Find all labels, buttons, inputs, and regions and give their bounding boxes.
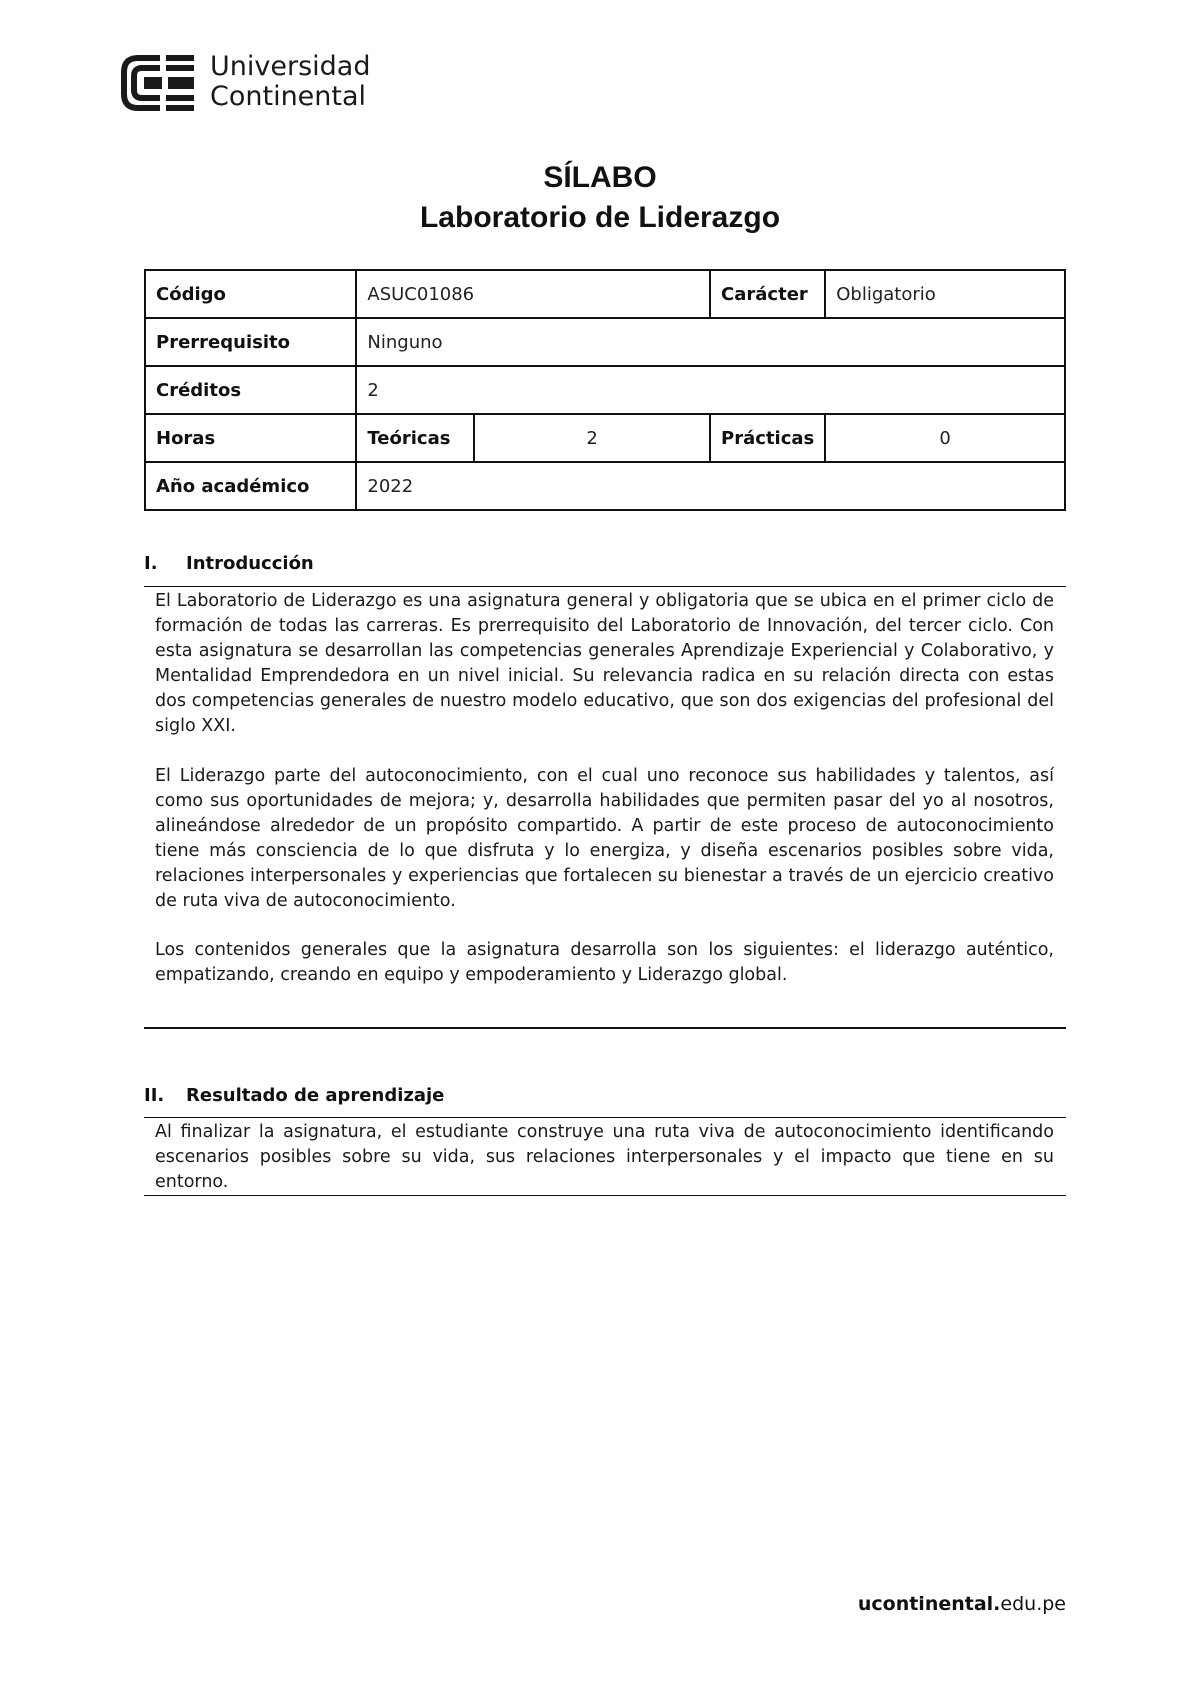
title-course: Laboratorio de Liderazgo	[419, 201, 781, 234]
anio-label: Año académico	[145, 462, 356, 510]
resultado-paragraph: Al finalizar la asignatura, el estudiante construye una ruta viva de autoconocimiento identificando escenarios posibles sobre su vida, sus relaciones interpersonales y el impacto que tiene en su entorno.	[155, 1122, 1054, 1192]
university-logo	[120, 52, 400, 114]
section-heading-introduccion	[144, 553, 314, 574]
prerrequisito-value: Ninguno	[356, 318, 1065, 366]
section-end-divider	[144, 1027, 1066, 1029]
section-title: Resultado de aprendizaje	[186, 1085, 445, 1106]
section-number: II.	[144, 1085, 165, 1106]
table-row	[145, 414, 1065, 462]
caracter-value: Obligatorio	[825, 270, 1065, 318]
course-info-table	[144, 269, 1066, 511]
intro-paragraph-1: El Laboratorio de Liderazgo es una asignatura general y obligatoria que se ubica en el primer ciclo de formación de todas las carreras. Es prerrequisito del Laboratorio de Innovación, del tercer ciclo. Con esta asignatura se desarrollan las competencias generales Aprendizaje Experiencial y Colaborativo, y Mentalidad Emprendedora en un nivel inicial. Su relevancia radica en su relación directa con estas dos competencias generales de nuestro modelo educativo, que son dos exigencias del profesional del siglo XXI.	[155, 591, 1054, 736]
creditos-value: 2	[356, 366, 1065, 414]
codigo-value: ASUC01086	[356, 270, 710, 318]
intro-paragraph-2: El Liderazgo parte del autoconocimiento, con el cual uno reconoce sus habilidades y talentos, así como sus oportunidades de mejora; y, desarrolla habilidades que permiten pasar del yo al nosotros, alineándose alrededor de un propósito compartido. A partir de este proceso de autoconocimiento tiene más consciencia de lo que disfruta y lo energiza, y diseña escenarios posibles sobre vida, relaciones interpersonales y experiencias que fortalecen su bienestar a través de un ejercicio creativo de ruta viva de autoconocimiento.	[155, 766, 1054, 911]
horas-label: Horas	[145, 414, 356, 462]
intro-paragraph-3: Los contenidos generales que la asignatura desarrolla son los siguientes: el liderazgo auténtico, empatizando, creando en equipo y empoderamiento y Liderazgo global.	[155, 940, 1054, 985]
section-number: I.	[144, 553, 158, 574]
codigo-label: Código	[145, 270, 356, 318]
creditos-label: Créditos	[145, 366, 356, 414]
practicas-value: 0	[825, 414, 1065, 462]
table-row	[145, 462, 1065, 510]
table-row	[145, 318, 1065, 366]
section-heading-resultado	[144, 1085, 444, 1106]
title-silabo: SÍLABO	[543, 161, 657, 194]
logo-line-2: Continental	[210, 81, 367, 112]
anio-value: 2022	[356, 462, 1065, 510]
document-title	[0, 158, 1200, 238]
teoricas-label: Teóricas	[356, 414, 474, 462]
footer-domain-suffix: edu.pe	[1000, 1593, 1066, 1615]
table-row	[145, 366, 1065, 414]
section-title: Introducción	[186, 553, 314, 574]
footer-domain-bold: ucontinental.	[857, 1593, 1001, 1615]
section-divider	[144, 1117, 1066, 1118]
practicas-label: Prácticas	[710, 414, 825, 462]
table-row	[145, 270, 1065, 318]
logo-line-1: Universidad	[210, 51, 371, 82]
section-end-divider	[144, 1195, 1066, 1196]
logo-wordmark	[210, 52, 370, 112]
footer-website	[858, 1593, 1066, 1615]
teoricas-value: 2	[474, 414, 710, 462]
section-divider	[144, 586, 1066, 587]
university-logo-icon	[120, 54, 198, 112]
caracter-label: Carácter	[710, 270, 825, 318]
prerrequisito-label: Prerrequisito	[145, 318, 356, 366]
